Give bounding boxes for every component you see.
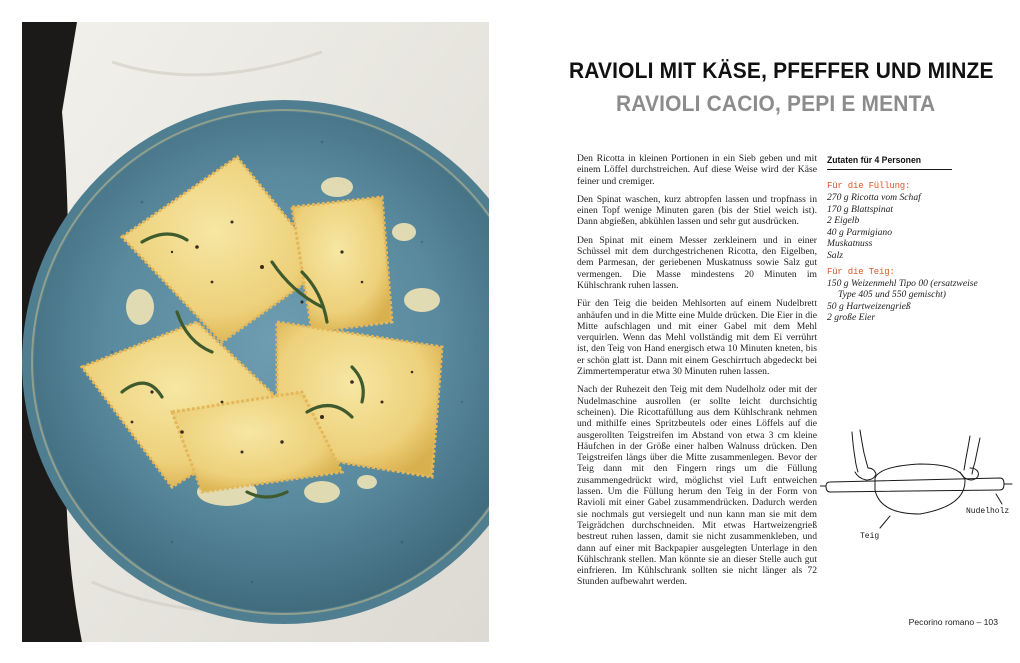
instructions-column — [577, 153, 817, 595]
ingredient-item: 170 g Blattspinat — [827, 203, 894, 215]
ingredient-item: Muskatnuss — [827, 238, 873, 250]
ingredient-item: 150 g Weizenmehl Tipo 00 (ersatzweise Type 405 und 550 gemischt) — [827, 277, 978, 301]
ingredient-item: 2 Eigelb — [827, 215, 860, 227]
instruction-paragraph: Den Ricotta in kleinen Portionen in ein Sieb geben und mit einem Löffel durchstreichen. Auf diese Weise wird der Käse feiner und cremiger. — [577, 153, 817, 187]
ravioli-photo — [22, 22, 489, 642]
instruction-paragraph: Nach der Ruhezeit den Teig mit dem Nudelholz oder mit der Nudelmaschine ausrollen (er sollte leicht durchsichtig scheinen). Die Ricottafüllung aus dem Kühlschrank nehmen und mithilfe eines Spritzbeutels oder eines Löffels auf die ausgerollten Teigstreifen im Abstand von etwa 3 cm kleine Häufchen in der Größe einer halben Walnuss drücken. Den Teigstreifen längs über die Mitte zusammenlegen. Bevor der Teig dann mit den Fingern rings um die Füllung zusammengedrückt wird, möglichst viel Luft entweichen lassen. Um die Füllung herum den Teig in der Form von Ravioli mit einer Gabel zusammendrücken. Dadurch werden sie nochmals gut versiegelt und nun kann man sie mit dem Teigrädchen durchschneiden. Mit etwas Hartweizengrieß bestreut ruhen lassen, damit sie nicht zusammenkleben, und dann auf einer mit Backpapier ausgelegten Unterlage in den Kühlschrank stellen. Man könnte sie an dieser Stelle auch gut einfrieren. Im Kühlschrank sollten sie nicht länger als 72 Stunden aufbewahrt werden. — [577, 384, 817, 588]
page-footer: Pecorino romano – 103 — [908, 617, 998, 627]
ingredient-item: 270 g Ricotta vom Schaf — [827, 192, 921, 203]
sketch-label-rolling-pin: Nudelholz — [966, 507, 1010, 516]
dough-list — [827, 278, 997, 324]
ingredient-item: Salz — [827, 249, 843, 261]
ingredient-item: 50 g Hartweizengrieß — [827, 300, 911, 312]
instruction-paragraph: Den Spinat mit einem Messer zerkleinern und in einer Schüssel mit dem durchgestrichenen Ricotta, den Eigelben, dem Parmesan, der geriebenen Muskatnuss sowie Salz gut vermengen. Die Masse mindestens 20 Minuten im Kühlschrank ruhen lassen. — [577, 234, 817, 291]
ingredient-item: 40 g Parmigiano — [827, 226, 893, 238]
ingredients-heading: Zutaten für 4 Personen — [827, 155, 922, 166]
heading-divider — [827, 169, 952, 170]
ingredients-column — [827, 155, 997, 329]
rolling-pin-sketch — [820, 428, 1015, 543]
dough-label: Für die Teig: — [827, 266, 895, 277]
sketch-label-dough: Teig — [860, 532, 880, 541]
ravioli-photo-drawing — [22, 22, 489, 642]
instruction-paragraph: Den Spinat waschen, kurz abtropfen lassen und tropfnass in einen Topf wenige Minuten garen (bis der Stiel weich ist). Dann abgießen, abkühlen lassen und sehr gut ausdrücken. — [577, 193, 817, 228]
filling-label: Für die Füllung: — [827, 181, 911, 191]
recipe-subtitle: RAVIOLI CACIO, PEPI E MENTA — [616, 91, 936, 116]
filling-list — [827, 192, 997, 262]
instruction-paragraph: Für den Teig die beiden Mehlsorten auf einem Nudelbrett anhäufen und in die Mitte eine Mulde drücken. Die Eier in die Mitte aufschlagen und mit einer Gabel mit dem Mehl verquirlen. Wenn das Mehl vollständig mit dem Ei verrührt ist, den Teig von Hand energisch etwa 10 Minuten kneten, bis er schön glatt ist. Dann mit einem Geschirrtuch abgedeckt bei Zimmertemperatur etwa 30 Minuten ruhen lassen. — [577, 298, 817, 378]
ingredient-item: 2 große Eier — [827, 312, 876, 324]
recipe-title: RAVIOLI MIT KÄSE, PFEFFER UND MINZE — [569, 58, 994, 83]
